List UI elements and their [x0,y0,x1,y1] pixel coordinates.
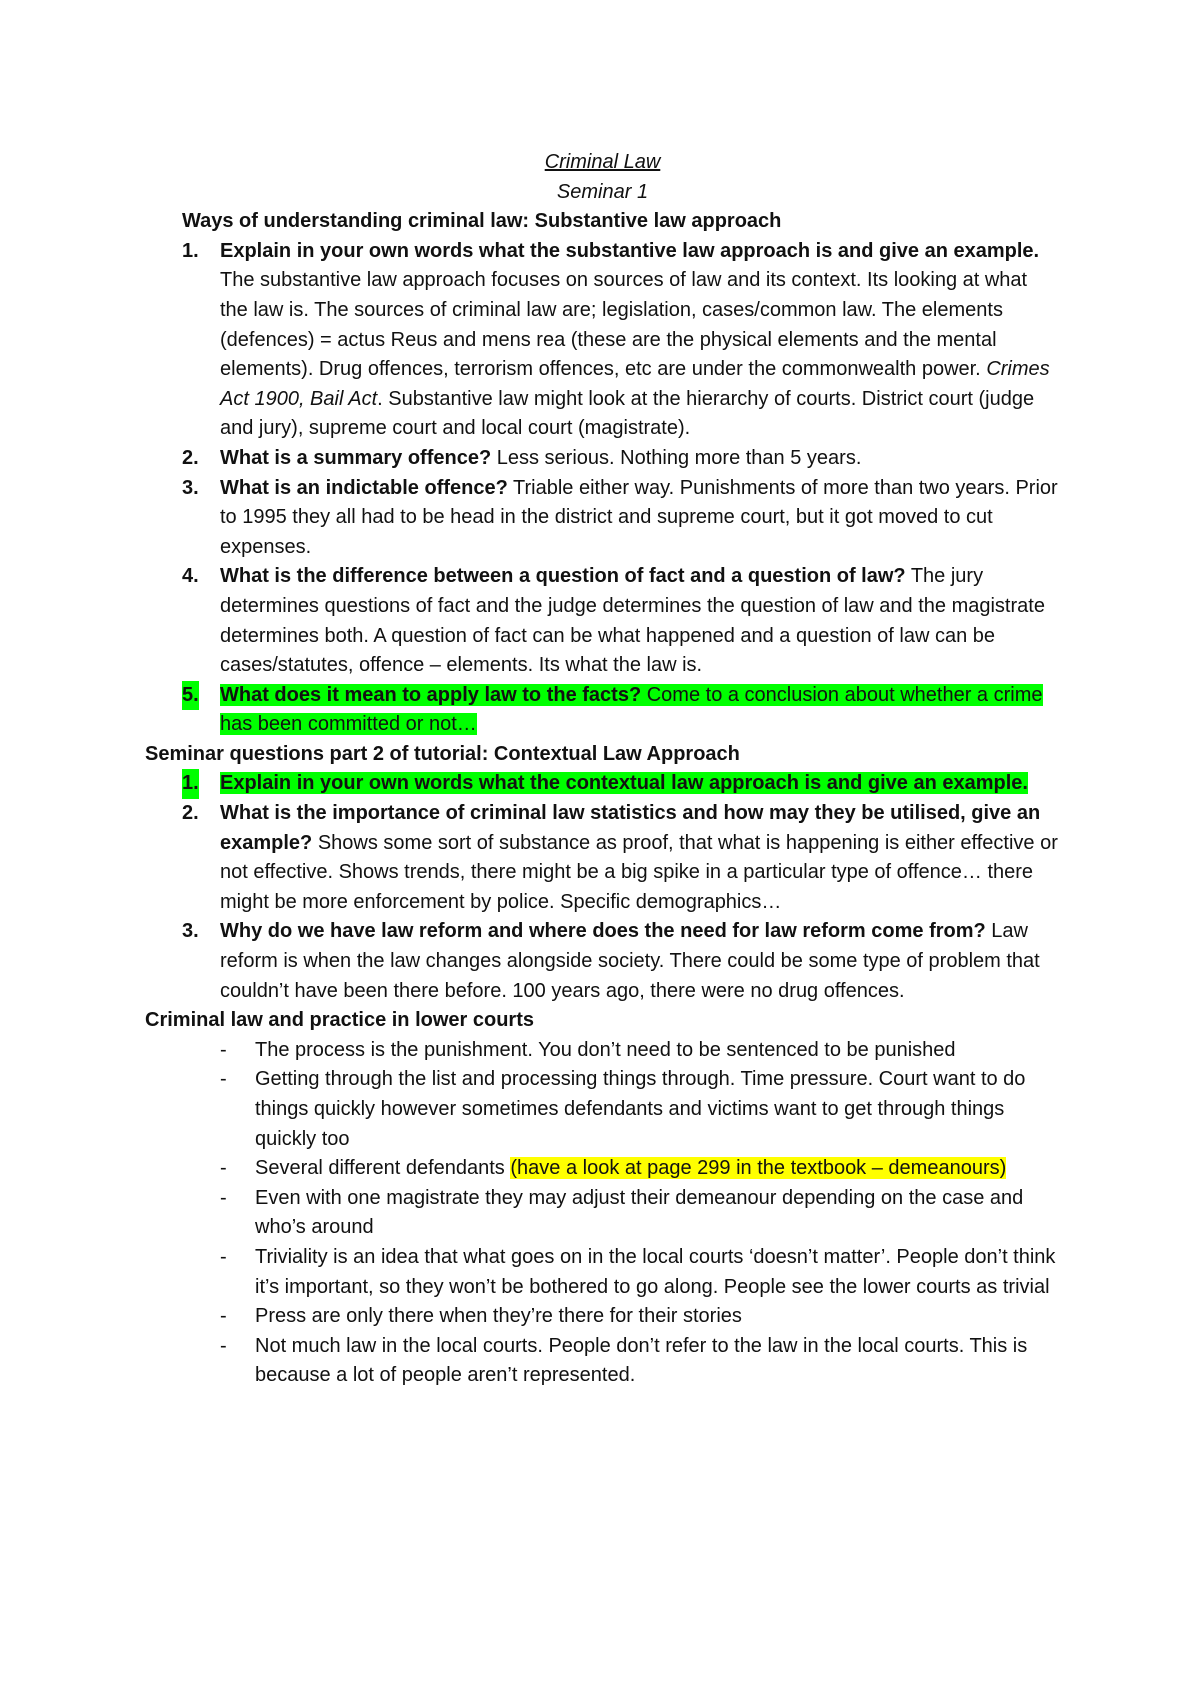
dash-bullet: - [220,1068,227,1091]
list-number: 1. [182,769,199,799]
answer-text: Triable either way. Punishments of more than two years. Prior to 1995 they all had to be head in the district and supreme court, but it got moved to cut expenses. [220,476,1058,558]
list-number: 2. [182,446,199,469]
question-text: What is a summary offence? [220,446,492,469]
bullet-text: Even with one magistrate they may adjust their demeanour depending on the case and who’s around [255,1186,1024,1239]
dash-bullet: - [220,1305,227,1328]
list-item [145,1154,1060,1184]
list-number: 3. [182,920,199,943]
answer-text: Come to a conclusion about whether a crime has been committed or not… [220,683,1043,736]
list-number: 1. [182,239,199,262]
list-item [145,799,1060,917]
dash-bullet: - [220,1334,227,1357]
list-item-highlighted [145,681,1060,740]
question-text: What is the importance of criminal law statistics and how may they be utilised, give an example? [220,802,1041,854]
dash-bullet: - [220,1245,227,1268]
list-item [145,444,1060,474]
bullet-text: Several different defendants [255,1157,511,1180]
section-heading-contextual: Seminar questions part 2 of tutorial: Contextual Law Approach [145,742,740,765]
list-number: 3. [182,476,199,499]
list-number: 5. [182,681,199,711]
list-item [145,1243,1060,1302]
lower-courts-bullet-list [145,1036,1060,1391]
dash-bullet: - [220,1186,227,1209]
question-text: What is an indictable offence? [220,476,508,499]
list-item [145,562,1060,680]
answer-text: The jury determines questions of fact and the judge determines the question of law and the magistrate determines both. A question of fact can be what happened and a question of law can be cases/statutes, offence – elements. Its what the law is. [220,565,1045,677]
dash-bullet: - [220,1157,227,1180]
question-text: What is the difference between a question of fact and a question of law? [220,565,906,588]
bullet-text: Not much law in the local courts. People don’t refer to the law in the local courts. This is because a lot of people aren’t represented. [255,1334,1028,1387]
question-text: Explain in your own words what the substantive law approach is and give an example. [220,239,1040,262]
bullet-text: Getting through the list and processing things through. Time pressure. Court want to do things quickly however sometimes defendants and victims want to get through things quickly too [255,1068,1026,1150]
list-item [145,1302,1060,1332]
substantive-question-list [145,237,1060,740]
contextual-question-list [145,769,1060,1006]
list-item [145,1184,1060,1243]
bullet-text: The process is the punishment. You don’t need to be sentenced to be punished [255,1038,956,1061]
document-subtitle: Seminar 1 [556,180,649,203]
question-text: Explain in your own words what the contextual law approach is and give an example. [220,772,1028,795]
list-item [145,917,1060,1006]
answer-text: The substantive law approach focuses on sources of law and its context. Its looking at what the law is. The sources of criminal law are; legislation, cases/common law. The elements (defences) = actus Reus and mens rea (these are the physical elements and the mental elements). Drug offences, terrorism offences, etc are under the commonwealth power. [220,269,1028,381]
answer-text: Less serious. Nothing more than 5 years. [491,446,862,469]
list-item-highlighted [145,769,1060,799]
question-text: What does it mean to apply law to the facts? [220,683,642,706]
dash-bullet: - [220,1038,227,1061]
bullet-text: Press are only there when they’re there for their stories [255,1305,742,1328]
list-number: 2. [182,802,199,825]
document-body [145,148,1060,1391]
answer-text: Shows some sort of substance as proof, that what is happening is either effective or not effective. Shows trends, there might be a big spike in a particular type of offence… there might be more enforcement by police. Specific demographics… [220,831,1058,913]
answer-italic-text: Crimes Act 1900, Bail Act [220,358,1050,410]
question-text: Why do we have law reform and where does the need for law reform come from? [220,920,986,943]
section-heading-lower-courts: Criminal law and practice in lower courts [145,1009,534,1032]
answer-text: Law reform is when the law changes alongside society. There could be some type of problem that couldn’t have been there before. 100 years ago, there were no drug offences. [220,920,1040,1002]
list-item [145,1332,1060,1391]
answer-text: . Substantive law might look at the hierarchy of courts. District court (judge and jury), supreme court and local court (magistrate). [220,387,1035,440]
list-item [145,1065,1060,1154]
section-heading-substantive: Ways of understanding criminal law: Substantive law approach [182,210,782,233]
list-item [145,237,1060,444]
bullet-highlight-text: (have a look at page 299 in the textbook – demeanours) [510,1157,1007,1180]
list-item [145,474,1060,563]
document-title: Criminal Law [544,151,661,173]
list-number: 4. [182,565,199,588]
list-item [145,1036,1060,1066]
bullet-text: Triviality is an idea that what goes on in the local courts ‘doesn’t matter’. People don’t think it’s important, so they won’t be bothered to go along. People see the lower courts as trivial [255,1245,1056,1298]
